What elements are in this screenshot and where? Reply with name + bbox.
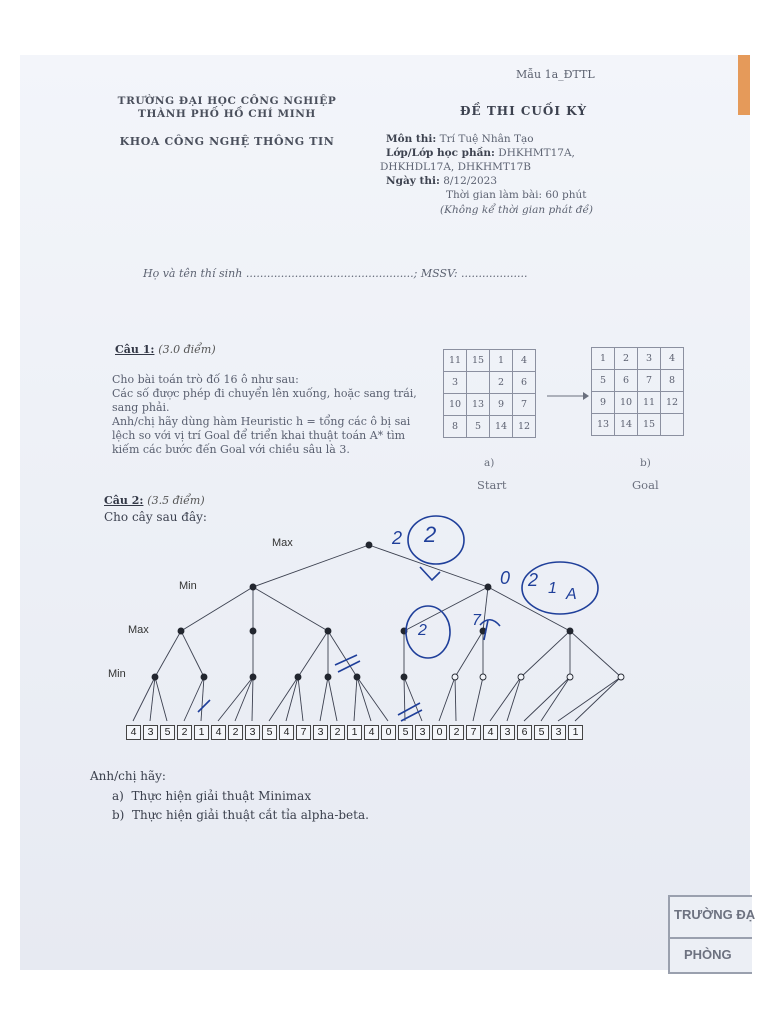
tree-edge [235, 677, 253, 721]
tree-node-min-leaf-parent [201, 674, 207, 680]
start-caption: Start [477, 478, 507, 492]
school-name-line1: TRƯỜNG ĐẠI HỌC CÔNG NGHIỆP [117, 95, 337, 107]
class-value-line2: DHKHDL17A, DHKHMT17B [380, 161, 531, 173]
handwritten-value-5: 1 [548, 580, 557, 597]
start-cell: 6 [513, 372, 536, 394]
tree-node-min-leaf-parent [567, 674, 573, 680]
goal-cell: 13 [592, 414, 615, 436]
leaf-value: 3 [245, 725, 260, 740]
school-name-line2: THÀNH PHỐ HỒ CHÍ MINH [138, 108, 316, 120]
tree-node-min-leaf-parent [295, 674, 301, 680]
tree-node-min-leaf-parent [325, 674, 331, 680]
stamp-divider [670, 937, 752, 939]
goal-cell: 11 [638, 392, 661, 414]
tree-edge [150, 677, 155, 721]
start-cell: 7 [513, 394, 536, 416]
goal-cell: 10 [615, 392, 638, 414]
tree-edge [133, 677, 155, 721]
date-value: 8/12/2023 [443, 175, 498, 187]
handwritten-value-4: 2 [528, 570, 539, 590]
subject-label: Môn thi: [386, 133, 437, 145]
start-cell: 4 [513, 350, 536, 372]
goal-cell: 1 [592, 348, 615, 370]
leaf-value: 4 [126, 725, 141, 740]
handwritten-value-3: 0 [500, 568, 511, 588]
question2-points: (3.5 điểm) [147, 494, 205, 507]
tree-edge [181, 587, 253, 631]
task-b-marker: b) [112, 808, 125, 822]
task-a-marker: a) [112, 789, 124, 803]
start-cell: 15 [467, 350, 490, 372]
level-label-min-1: Min [179, 580, 197, 592]
start-cell: 2 [490, 372, 513, 394]
goal-cell: 8 [661, 370, 684, 392]
tree-edge [455, 631, 483, 677]
leaf-value: 6 [517, 725, 532, 740]
tree-edge [155, 677, 167, 721]
start-cell: 5 [467, 416, 490, 438]
student-info-line: Họ và tên thí sinh ................................................; MSSV: ................... [143, 267, 528, 280]
tree-edge [404, 677, 405, 721]
leaf-value: 3 [500, 725, 515, 740]
subject-value: Trí Tuệ Nhân Tạo [439, 133, 534, 145]
leaf-value: 5 [398, 725, 413, 740]
leaf-value: 1 [568, 725, 583, 740]
goal-cell: 2 [615, 348, 638, 370]
date-label: Ngày thi: [386, 175, 440, 187]
goal-cell: 14 [615, 414, 638, 436]
tree-edge [558, 677, 621, 721]
task-b-text: Thực hiện giải thuật cắt tỉa alpha-beta. [132, 808, 369, 822]
leaf-value: 2 [177, 725, 192, 740]
form-code: Mẫu 1a_ĐTTL [516, 68, 595, 81]
stamp-text-1: TRƯỜNG ĐẠ [674, 907, 756, 922]
start-cell: 8 [444, 416, 467, 438]
handwritten-cut-mark-3 [198, 700, 210, 712]
duration: Thời gian làm bài: 60 phút [446, 189, 587, 201]
start-cell: 11 [444, 350, 467, 372]
tree-node-min-leaf-parent [618, 674, 624, 680]
leaf-value: 1 [194, 725, 209, 740]
tree-node-max [567, 628, 573, 634]
goal-cell: 9 [592, 392, 615, 414]
question2-title: Câu 2: [104, 494, 144, 507]
tree-edge [488, 587, 570, 631]
tree-node-min-leaf-parent [480, 674, 486, 680]
handwritten-value-1: 2 [424, 522, 437, 547]
tree-node-min [250, 584, 256, 590]
tree-edge [473, 677, 483, 721]
start-cell: 9 [490, 394, 513, 416]
goal-cell: 15 [638, 414, 661, 436]
tree-edge [155, 631, 181, 677]
leaf-value: 5 [534, 725, 549, 740]
leaf-value: 4 [211, 725, 226, 740]
leaf-value: 5 [160, 725, 175, 740]
leaf-value: 1 [347, 725, 362, 740]
leaf-value: 4 [364, 725, 379, 740]
tree-node-min-leaf-parent [401, 674, 407, 680]
tree-edge [507, 677, 521, 721]
handwritten-cut-mark-2 [398, 703, 422, 721]
start-cell: 14 [490, 416, 513, 438]
leaf-value: 0 [432, 725, 447, 740]
level-label-max-root: Max [272, 537, 293, 549]
goal-cell: 4 [661, 348, 684, 370]
start-letter: a) [484, 457, 495, 469]
tree-edge [252, 677, 253, 721]
tree-edge [328, 677, 337, 721]
leaf-value: 5 [262, 725, 277, 740]
leaf-value: 3 [415, 725, 430, 740]
tree-edge [524, 677, 570, 721]
faculty-name: KHOA CÔNG NGHỆ THÔNG TIN [119, 135, 335, 148]
question1-line3: Anh/chị hãy dùng hàm Heuristic h = tổng các ô bị sai lệch so với vị trí Goal để triển khai thuật toán A* tìm kiếm các bước đến Goal với chiều sâu là 3. [112, 415, 411, 456]
question1-points: (3.0 điểm) [158, 343, 216, 356]
tree-edge [269, 677, 298, 721]
start-cell: 10 [444, 394, 467, 416]
leaf-value: 2 [330, 725, 345, 740]
tree-edge [575, 677, 621, 721]
tree-node-min-leaf-parent [452, 674, 458, 680]
tree-node-min-leaf-parent [152, 674, 158, 680]
tree-edge [253, 587, 328, 631]
handwritten-value-7: 2 [418, 622, 427, 639]
tree-edge [357, 677, 388, 721]
level-label-min-3: Min [108, 668, 126, 680]
start-cell: 13 [467, 394, 490, 416]
tree-edge [570, 631, 621, 677]
duration-note: (Không kể thời gian phát đề) [440, 204, 594, 216]
leaf-value: 2 [449, 725, 464, 740]
tree-edge [357, 677, 371, 721]
handwritten-value-8: 7 [472, 612, 481, 629]
leaf-value: 3 [143, 725, 158, 740]
tree-node-max [325, 628, 331, 634]
task-a [112, 787, 311, 805]
tasks-intro: Anh/chị hãy: [90, 769, 166, 783]
handwritten-value-2: 2 [392, 528, 403, 548]
handwritten-cut-mark-1 [335, 655, 360, 672]
level-label-max-2: Max [128, 624, 149, 636]
tree-node-min-leaf-parent [518, 674, 524, 680]
goal-cell: 3 [638, 348, 661, 370]
class-value: DHKHMT17A, [498, 147, 575, 159]
leaf-value: 4 [279, 725, 294, 740]
tree-edge [455, 677, 456, 721]
tree-edge [439, 677, 455, 721]
tree-edge [369, 545, 488, 587]
class-label: Lớp/Lớp học phần: [386, 147, 495, 159]
tree-node-min [485, 584, 491, 590]
tree-edge [286, 677, 298, 721]
question1-line2: Các số được phép đi chuyển lên xuống, hoặc sang trái, sang phải. [112, 387, 417, 414]
tree-edge [541, 677, 570, 721]
goal-cell: 12 [661, 392, 684, 414]
handwritten-value-6: A [566, 586, 577, 603]
goal-caption: Goal [632, 478, 659, 492]
leaf-value: 7 [296, 725, 311, 740]
tree-node-min-leaf-parent [250, 674, 256, 680]
tree-edge [490, 677, 521, 721]
question1-line1: Cho bài toán trò đố 16 ô như sau: [112, 373, 299, 386]
tree-edge [521, 631, 570, 677]
goal-cell: 5 [592, 370, 615, 392]
leaf-value: 4 [483, 725, 498, 740]
start-cell: 3 [444, 372, 467, 394]
leaf-value: 0 [381, 725, 396, 740]
leaf-values-row [126, 725, 583, 740]
tree-node-max [250, 628, 256, 634]
tree-edge [354, 677, 357, 721]
goal-cell: 6 [615, 370, 638, 392]
leaf-value: 3 [551, 725, 566, 740]
tree-node-root [366, 542, 372, 548]
start-cell: 12 [513, 416, 536, 438]
school-stamp [668, 895, 756, 974]
tree-edge [218, 677, 253, 721]
tree-edge [320, 677, 328, 721]
task-b [112, 806, 369, 824]
leaf-value: 7 [466, 725, 481, 740]
exam-title: ĐỀ THI CUỐI KỲ [460, 104, 588, 118]
task-a-text: Thực hiện giải thuật Minimax [131, 789, 312, 803]
tree-edge [181, 631, 204, 677]
tree-edge [298, 631, 328, 677]
question2-intro: Cho cây sau đây: [104, 510, 207, 524]
goal-letter: b) [640, 457, 651, 469]
tree-edge [253, 545, 369, 587]
start-cell: 1 [490, 350, 513, 372]
stamp-text-2: PHÒNG [684, 947, 732, 962]
leaf-value: 2 [228, 725, 243, 740]
goal-cell: 7 [638, 370, 661, 392]
handwritten-circle-max [406, 606, 450, 658]
question1-title: Câu 1: [115, 343, 155, 356]
leaf-value: 3 [313, 725, 328, 740]
tree-node-max [178, 628, 184, 634]
tree-node-min-leaf-parent [354, 674, 360, 680]
tree-edge [298, 677, 303, 721]
